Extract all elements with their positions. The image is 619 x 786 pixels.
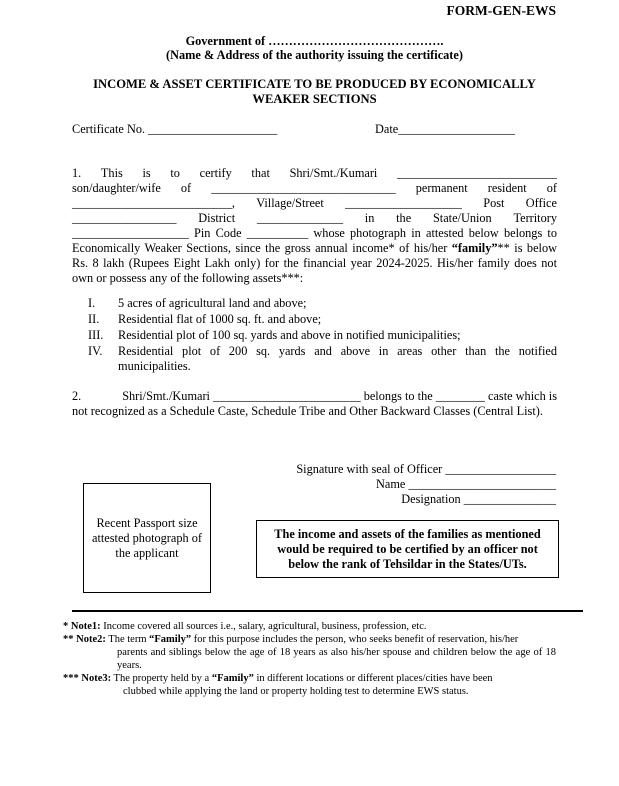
- word: the: [396, 211, 412, 225]
- word: 2.: [72, 389, 82, 403]
- word: in: [364, 211, 375, 225]
- residence-blank: __________________________,: [72, 196, 235, 210]
- divider: [72, 610, 583, 612]
- certificate-date: Date___________________: [375, 122, 516, 136]
- family-term: “family”: [451, 241, 498, 255]
- word: District: [198, 211, 236, 225]
- authority-line: (Name & Address of the authority issuing the certificate): [166, 48, 463, 62]
- word: Shri/Smt./Kumari: [289, 166, 378, 180]
- paragraph-1-text: ___________________ Pin Code __________ whose photograph in attested below belongs to Economically Weaker Sections, since the gross annual income* of his/her: [72, 226, 557, 255]
- word: Village/Street: [256, 196, 324, 210]
- list-text: Residential plot of 100 sq. yards and above in notified municipalities;: [118, 328, 461, 342]
- notice-box: [256, 520, 559, 578]
- word: Office: [525, 196, 557, 210]
- list-number: IV.: [88, 344, 103, 358]
- paragraph-1-body: [72, 226, 557, 286]
- note-text: The property held by a: [111, 673, 212, 684]
- photo-box: [83, 483, 211, 593]
- list-text: 5 acres of agricultural land and above;: [118, 296, 307, 310]
- certificate-number: Certificate No. _____________________: [72, 122, 278, 136]
- word: of: [546, 181, 557, 195]
- list-number: I.: [88, 296, 96, 310]
- post-office-blank: _________________: [72, 211, 177, 225]
- word: to: [170, 166, 180, 180]
- word: resident: [487, 181, 527, 195]
- paragraph-1-line-2: [72, 181, 557, 196]
- word: certify: [199, 166, 232, 180]
- family-term: “Family”: [149, 634, 192, 645]
- note-text: Income covered all sources i.e., salary, agricultural, business, profession, etc.: [100, 621, 427, 632]
- note-text: in different locations or different places/cities have been: [253, 673, 493, 684]
- list-number: II.: [88, 312, 100, 326]
- note-1: [63, 620, 556, 633]
- notes-section: [63, 620, 556, 698]
- note-label: ** Note2:: [63, 634, 106, 645]
- paragraph-2-line-2: not recognized as a Schedule Caste, Schedule Tribe and Other Backward Classes (Central List).: [72, 404, 543, 418]
- caste-line: Shri/Smt./Kumari ________________________ belongs to the ________ caste which is: [122, 389, 557, 403]
- note-label: *** Note3:: [63, 673, 112, 684]
- paragraph-1-line-3: [72, 196, 557, 211]
- word: Territory: [513, 211, 557, 225]
- list-text: Residential flat of 1000 sq. ft. and above;: [118, 312, 322, 326]
- parent-name-blank: ______________________________: [211, 181, 396, 195]
- photo-box-label: Recent Passport size attested photograph of the applicant: [92, 515, 202, 560]
- list-item: [72, 312, 557, 327]
- word: Post: [483, 196, 505, 210]
- note-continuation: parents and siblings below the age of 18 years as also his/her spouse and children below the age of 18 years.: [117, 647, 556, 671]
- word: This: [100, 166, 123, 180]
- notice-text: The income and assets of the families as mentioned would be required to be certified by an officer not below the rank of Tehsildar in the States/UTs.: [274, 526, 541, 571]
- note-2: [63, 633, 556, 672]
- word: 1.: [72, 166, 82, 180]
- note-label: * Note1:: [63, 621, 101, 632]
- word: of: [180, 181, 192, 195]
- signature-line: Signature with seal of Officer __________________: [296, 462, 556, 476]
- certificate-title: INCOME & ASSET CERTIFICATE TO BE PRODUCED BY ECONOMICALLY WEAKER SECTIONS: [93, 77, 536, 106]
- form-code: FORM-GEN-EWS: [446, 3, 556, 18]
- district-blank: ______________: [256, 211, 344, 225]
- signature-block: [296, 462, 556, 507]
- note-text: for this purpose includes the person, who seeks benefit of reservation, his/her: [191, 634, 519, 645]
- note-continuation: clubbed while applying the land or property holding test to determine EWS status.: [123, 686, 469, 697]
- family-term: “Family”: [211, 673, 254, 684]
- assets-list: [72, 296, 557, 375]
- paragraph-2-line-1: [72, 389, 557, 404]
- paragraph-2: [72, 389, 557, 419]
- paragraph-1-line-1: [72, 166, 557, 181]
- applicant-name-blank: __________________________: [397, 166, 557, 180]
- government-line: Government of …………………………………….: [185, 34, 444, 48]
- officer-name-line: Name ________________________: [376, 477, 556, 491]
- paragraph-1-text-end: ** is below Rs. 8 lakh (Rupees Eight Lakh only) for the financial year 2024-2025. His/her family does not own or possess any of the following assets***:: [72, 241, 557, 285]
- list-item: [72, 344, 557, 374]
- note-3: [63, 672, 556, 698]
- designation-line: Designation _______________: [401, 492, 556, 506]
- note-text: The term: [105, 634, 150, 645]
- list-item: [72, 296, 557, 311]
- word: is: [142, 166, 151, 180]
- paragraph-1: [72, 166, 557, 286]
- word: permanent: [415, 181, 468, 195]
- word: son/daughter/wife: [72, 181, 161, 195]
- word: State/Union: [432, 211, 492, 225]
- list-number: III.: [88, 328, 104, 342]
- village-blank: ___________________: [345, 196, 462, 210]
- list-item: [72, 328, 557, 343]
- list-text: Residential plot of 200 sq. yards and above in areas other than the notified municipalities.: [118, 344, 557, 373]
- paragraph-1-line-4: [72, 211, 557, 226]
- word: that: [251, 166, 270, 180]
